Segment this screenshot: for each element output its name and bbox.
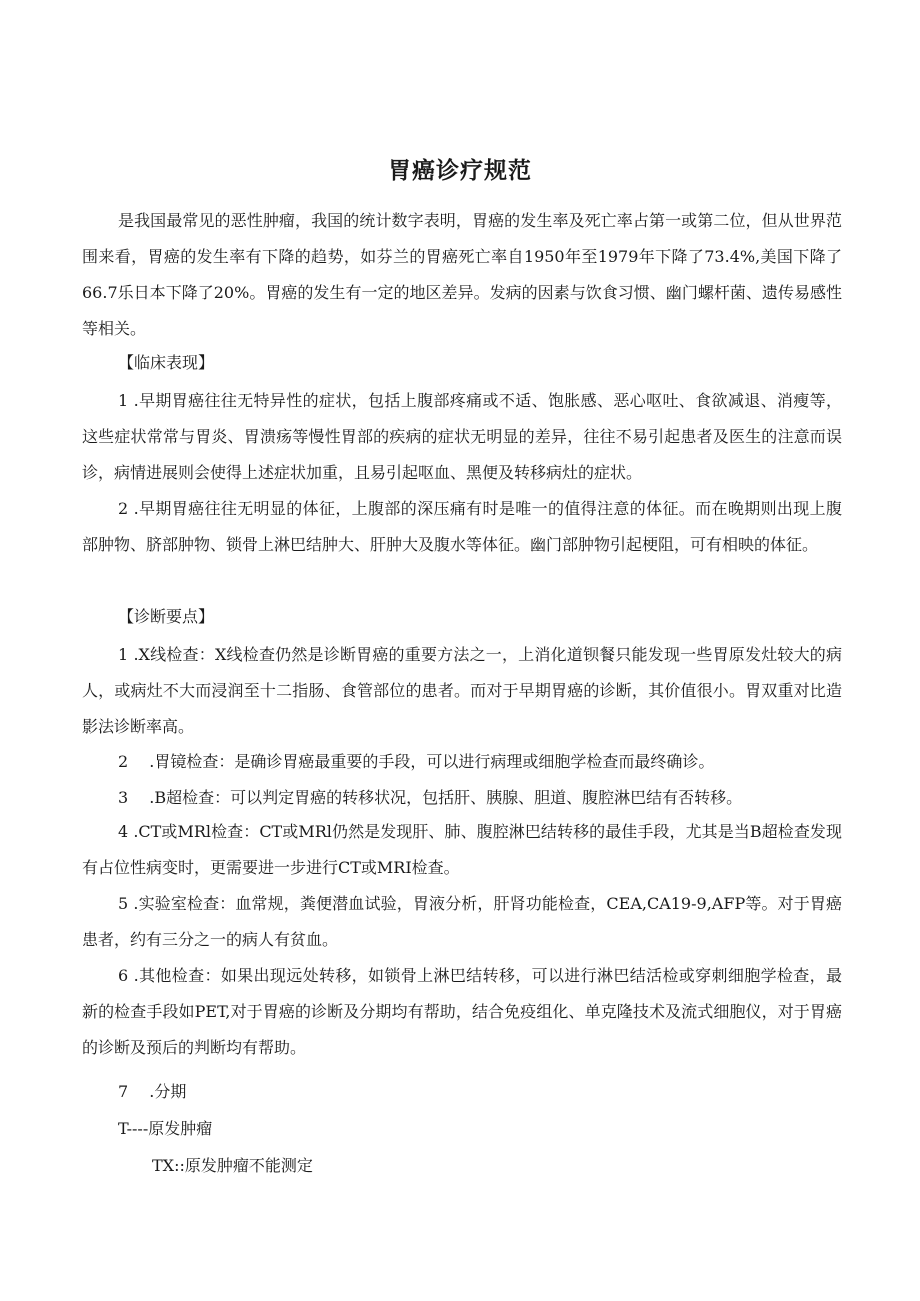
clinical-item-2: 2 .早期胃癌往往无明显的体征，上腹部的深压痛有时是唯一的值得注意的体征。而在晚期则出现上腹部肿物、脐部肿物、锁骨上淋巴结肿大、肝肿大及腹水等体征。幽门部肿物引起梗阻，可有相映的体征。 [82, 499, 842, 554]
diagnosis-item-7: 7 .分期 [118, 1082, 187, 1101]
intro-paragraph: 是我国最常见的恶性肿瘤，我国的统计数字表明，胃癌的发生率及死亡率占第一或第二位，但从世界范围来看，胃癌的发生率有下降的趋势，如芬兰的胃癌死亡率自1950年至1979年下降了73.4%,美国下降了66.7乐日本下降了20%。胃癌的发生有一定的地区差异。发病的因素与饮食习惯、幽门螺杆菌、遗传易感性等相关。 [82, 211, 842, 338]
diagnosis-item-5: 5 .实验室检查：血常规，粪便潜血试验，胃液分析，肝肾功能检查，CEA,CA19-9,AFP等。对于胃癌患者，约有三分之一的病人有贫血。 [82, 894, 842, 949]
diagnosis-item-3: 3 .B超检查：可以判定胃癌的转移状况，包括肝、胰腺、胆道、腹腔淋巴结有否转移。 [118, 788, 743, 807]
diagnosis-item-1: 1 .X线检查：X线检查仍然是诊断胃癌的重要方法之一，上消化道钡餐只能发现一些胃原发灶较大的病人，或病灶不大而浸润至十二指肠、食管部位的患者。而对于早期胃癌的诊断，其价值很小。胃双重对比造影法诊断率高。 [82, 645, 842, 736]
diagnosis-item-2: 2 .胃镜检查：是确诊胃癌最重要的手段，可以进行病理或细胞学检查而最终确诊。 [118, 752, 715, 771]
clinical-heading: 【临床表现】 [118, 353, 215, 372]
page-title: 胃癌诊疗规范 [388, 158, 532, 184]
diagnosis-item-4: 4 .CT或MRl检查：CT或MRl仍然是发现肝、肺、腹腔淋巴结转移的最佳手段，尤其是当B超检查发现有占位性病变时，更需要进一步进行CT或MRI检查。 [82, 822, 842, 877]
staging-t-heading: T----原发肿瘤 [118, 1119, 213, 1138]
diagnosis-heading: 【诊断要点】 [118, 607, 215, 626]
diagnosis-item-6: 6 .其他检查：如果出现远处转移，如锁骨上淋巴结转移，可以进行淋巴结活检或穿刺细胞学检查，最新的检查手段如PET,对于胃癌的诊断及分期均有帮助，结合免疫组化、单克隆技术及流式细胞仪，对于胃癌的诊断及预后的判断均有帮助。 [82, 966, 842, 1057]
staging-tx: TX::原发肿瘤不能测定 [152, 1156, 313, 1175]
clinical-item-1: 1 .早期胃癌往往无特异性的症状，包括上腹部疼痛或不适、饱胀感、恶心呕吐、食欲减退、消瘦等，这些症状常常与胃炎、胃溃疡等慢性胃部的疾病的症状无明显的差异，往往不易引起患者及医生的注意而误诊，病情进展则会使得上述症状加重，且易引起呕血、黑便及转移病灶的症状。 [82, 391, 842, 482]
